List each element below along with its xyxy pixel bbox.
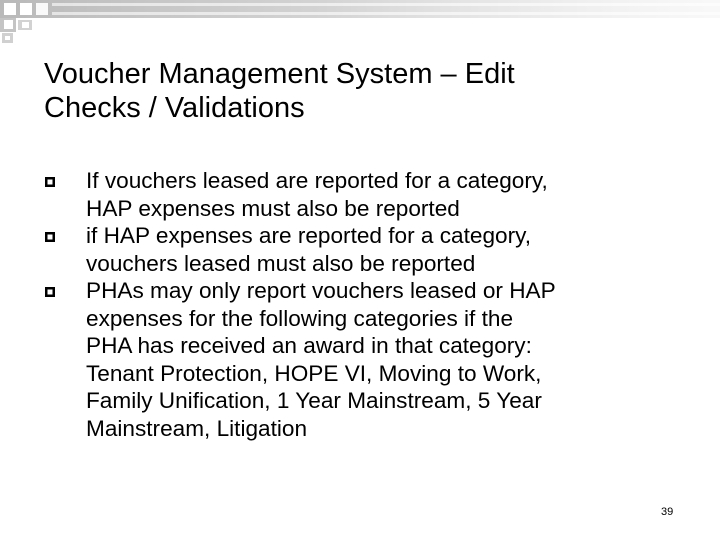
title-line: Checks / Validations: [44, 92, 305, 124]
square-bullet-icon: [45, 232, 55, 242]
bullet-line: Family Unification, 1 Year Mainstream, 5 Year: [86, 388, 542, 413]
bullet-line: HAP expenses must also be reported: [86, 195, 460, 221]
bullet-text: [86, 277, 686, 442]
square-bullet-icon: [45, 177, 55, 187]
bullet-text: [86, 222, 686, 277]
bullet-line: Tenant Protection, HOPE VI, Moving to Work,: [86, 360, 542, 386]
bullet-text: [86, 167, 686, 222]
bullet-item: [0, 167, 686, 222]
bullet-line: PHAs may only report vouchers leased or HAP: [86, 278, 556, 303]
slide-title: [44, 57, 684, 125]
bullet-item: [0, 222, 686, 277]
title-line: Voucher Management System – Edit: [44, 58, 515, 90]
decorative-checker-band: [0, 0, 720, 48]
bullet-item: [0, 277, 686, 442]
bullet-line: PHA has received an award in that category:: [86, 333, 532, 358]
page-number: 39: [661, 506, 674, 518]
bullet-line: Mainstream, Litigation: [86, 415, 308, 441]
square-bullet-icon: [45, 287, 55, 297]
bullet-line: expenses for the following categories if the: [86, 305, 514, 331]
bullet-line: if HAP expenses are reported for a category,: [86, 223, 532, 248]
bullet-line: vouchers leased must also be reported: [86, 250, 476, 276]
bullet-list: [0, 167, 720, 442]
bullet-line: If vouchers leased are reported for a category,: [86, 168, 548, 193]
